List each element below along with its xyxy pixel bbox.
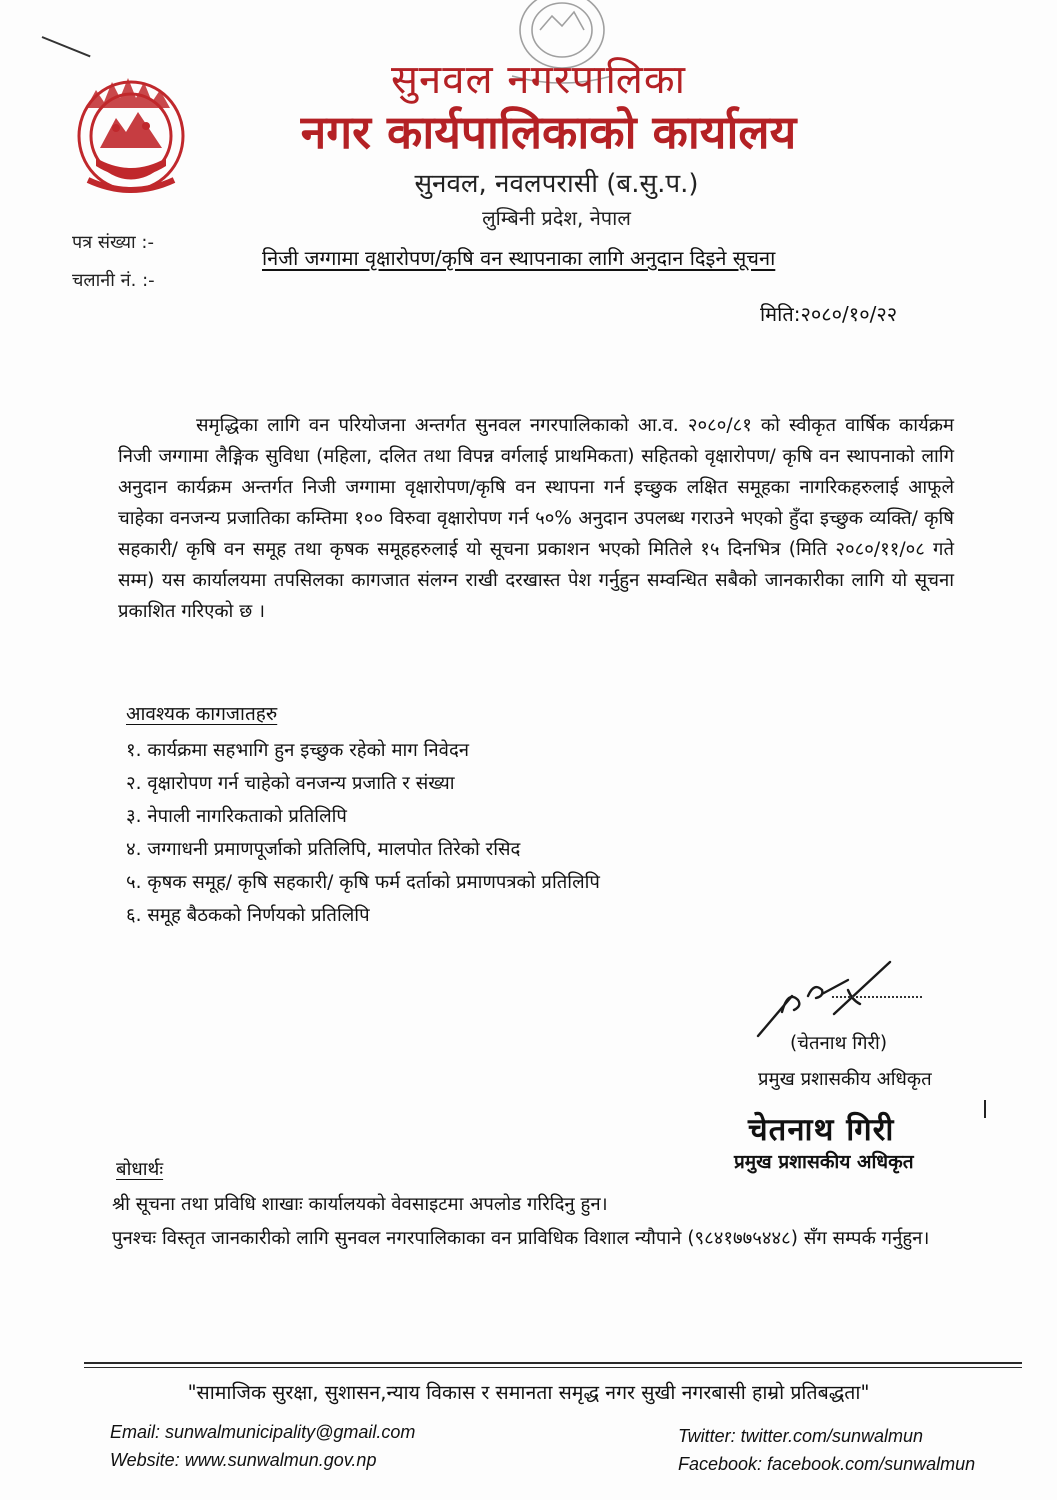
stamp-signatory-name: चेतनाथ गिरी	[748, 1112, 895, 1148]
signatory-title: प्रमुख प्रशासकीय अधिकृत	[758, 1069, 932, 1090]
notice-date: मिति:२०८०/१०/२२	[760, 302, 898, 326]
cc-heading: बोधार्थः	[116, 1159, 164, 1180]
list-item: ४. जग्गाधनी प्रमाणपूर्जाको प्रतिलिपि, मालपोत तिरेको रसिद	[126, 839, 521, 860]
stamp-signatory-title: प्रमुख प्रशासकीय अधिकृत	[734, 1151, 914, 1173]
municipality-name: सुनवल नगरपालिका	[390, 57, 687, 103]
handwritten-signature	[752, 960, 922, 1040]
list-item: २. वृक्षारोपण गर्न चाहेको वनजन्य प्रजाति र संख्या	[126, 773, 455, 794]
footer-rule	[84, 1362, 1022, 1364]
footer-email: Email: sunwalmunicipality@gmail.com	[110, 1422, 416, 1442]
notice-body: समृद्धिका लागि वन परियोजना अन्तर्गत सुनवल नगरपालिकाको आ.व. २०८०/८१ को स्वीकृत वार्षिक कार्यक्रम निजी जग्गामा लैङ्गिक सुविधा (महिला, दलित तथा विपन्न वर्गलाई प्राथमिकता) सहितको वृक्षारोपण/ कृषि वन स्थापनाको लागि अनुदान कार्यक्रम अन्तर्गत निजी जग्गामा वृक्षारोपण/कृषि वन स्थापना गर्न इच्छुक लक्षित समूहका नागरिकहरुलाई आफूले चाहेका वनजन्य प्रजातिका कम्तिमा १०० विरुवा वृक्षारोपण गर्न ५०% अनुदान उपलब्ध गराउने भएको हुँदा इच्छुक व्यक्ति/ कृषि सहकारी/ कृषि वन समूह तथा कृषक समूहहरुलाई यो सूचना प्रकाशन भएको मितिले १५ दिनभित्र (मिति २०८०/११/०८ गते सम्म) यस कार्यालयमा तपसिलका कागजात संलग्न राखी दरखास्त पेश गर्नुहुन सम्वन्धित सबैको जानकारीका लागि यो सूचना प्रकाशित गरिएको छ ।	[118, 415, 954, 622]
signatory-name: (चेतनाथ गिरी)	[790, 1033, 888, 1054]
signature-line	[832, 996, 922, 998]
footer-website: Website: www.sunwalmun.gov.np	[110, 1450, 377, 1470]
footer-twitter: Twitter: twitter.com/sunwalmun	[678, 1426, 924, 1446]
footer-facebook: Facebook: facebook.com/sunwalmun	[678, 1454, 976, 1474]
required-documents-list	[126, 734, 600, 932]
list-item: ६. समूह बैठकको निर्णयको प्रतिलिपि	[126, 905, 370, 926]
province-country: लुम्बिनी प्रदेश, नेपाल	[482, 206, 631, 230]
footer-motto: "सामाजिक सुरक्षा, सुशासन,न्याय विकास र समानता समृद्ध नगर सुखी नगरबासी हाम्रो प्रतिबद्धता"	[187, 1381, 870, 1404]
cc-line-postscript: पुनश्चः विस्तृत जानकारीको लागि सुनवल नगरपालिकाका वन प्राविधिक विशाल न्यौपाने (९८४१७७५४४८) सँग सम्पर्क गर्नुहुन।	[112, 1228, 930, 1249]
list-item: ३. नेपाली नागरिकताको प्रतिलिपि	[126, 806, 347, 827]
office-address: सुनवल, नवलपरासी (ब.सु.प.)	[414, 169, 699, 199]
dispatch-number-label: चलानी नं. :-	[72, 270, 155, 291]
office-name: नगर कार्यपालिकाको कार्यालय	[300, 105, 797, 159]
cc-line-it-section: श्री सूचना तथा प्रविधि शाखाः कार्यालयको वेवसाइटमा अपलोड गरिदिनु हुन।	[112, 1194, 608, 1215]
notice-subject: निजी जग्गामा वृक्षारोपण/कृषि वन स्थापनाका लागि अनुदान दिइने सूचना	[262, 246, 776, 270]
footer-rule-thin	[84, 1367, 1022, 1368]
required-documents-heading: आवश्यक कागजातहरु	[126, 703, 278, 725]
margin-mark	[984, 1100, 986, 1118]
list-item: ५. कृषक समूह/ कृषि सहकारी/ कृषि फर्म दर्ताको प्रमाणपत्रको प्रतिलिपि	[126, 872, 600, 893]
letter-number-label: पत्र संख्या :-	[72, 232, 154, 253]
list-item: १. कार्यक्रमा सहभागि हुन इच्छुक रहेको माग निवेदन	[126, 740, 470, 761]
